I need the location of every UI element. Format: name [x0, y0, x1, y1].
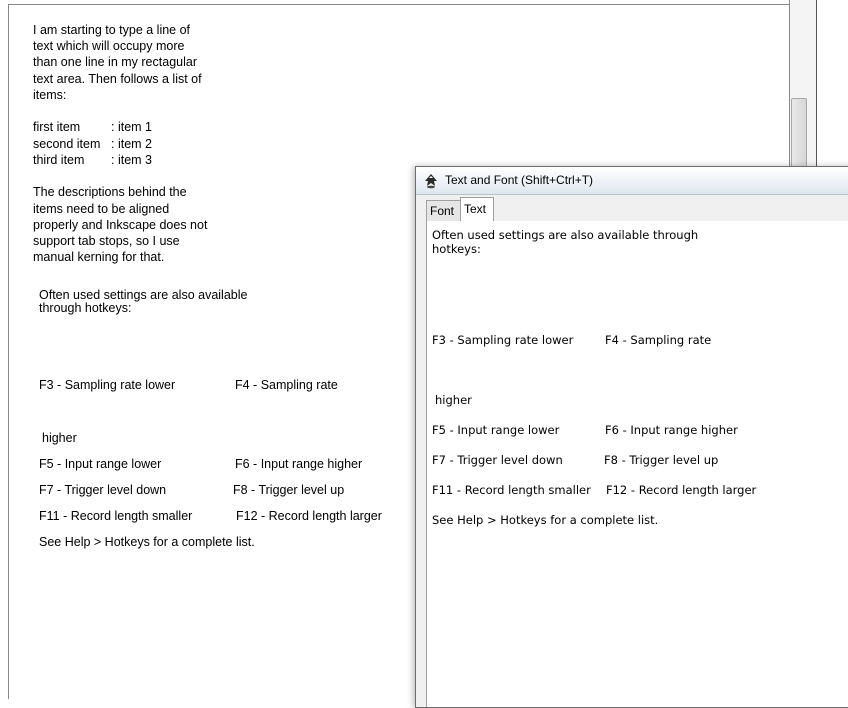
canvas-text-line: items: [33, 88, 67, 102]
canvas-text-line: manual kerning for that. [33, 250, 165, 264]
item-name: first item [33, 120, 81, 134]
dialog-hotkey-f4: F4 - Sampling rate [605, 333, 712, 347]
canvas-hotkey-f6: F6 - Input range higher [235, 457, 363, 471]
canvas-text-line: text which will occupy more [33, 39, 185, 53]
canvas-text-line: I am starting to type a line of [33, 23, 191, 37]
canvas-hotkey-f8: F8 - Trigger level up [233, 483, 345, 497]
canvas-text-line: text area. Then follows a list of [33, 72, 202, 86]
inkscape-icon [423, 173, 439, 189]
dialog-hotkey-f6: F6 - Input range higher [605, 423, 738, 437]
dialog-tabbar [426, 197, 848, 222]
canvas-hotkey-f7: F7 - Trigger level down [39, 483, 167, 497]
canvas-see-help: See Help > Hotkeys for a complete list. [39, 535, 255, 549]
dialog-hotkey-f7: F7 - Trigger level down [432, 453, 563, 467]
canvas-hotkey-f5: F5 - Input range lower [39, 457, 162, 471]
canvas-text-line: support tab stops, so I use [33, 234, 180, 248]
dialog-text-line: hotkeys: [432, 242, 481, 256]
item-value: : item 1 [111, 120, 152, 134]
canvas-text-line: The descriptions behind the [33, 185, 187, 199]
item-name: second item [33, 137, 101, 151]
tab-text[interactable]: Text [460, 197, 494, 222]
canvas-hotkeys-intro: through hotkeys: [39, 301, 132, 315]
canvas-text-line: items need to be aligned [33, 202, 170, 216]
dialog-titlebar[interactable] [416, 167, 848, 195]
canvas-hotkeys-intro: Often used settings are also available [39, 288, 248, 302]
canvas-text-line: than one line in my rectagular [33, 55, 197, 69]
dialog-title: Text and Font (Shift+Ctrl+T) [445, 173, 594, 187]
text-and-font-dialog[interactable] [415, 166, 848, 708]
canvas-hotkey-f11: F11 - Record length smaller [39, 509, 193, 523]
dialog-hotkey-f11: F11 - Record length smaller [432, 483, 591, 497]
dialog-see-help: See Help > Hotkeys for a complete list. [432, 513, 659, 527]
dialog-text-line: Often used settings are also available through [432, 228, 699, 242]
canvas-hotkey-f3: F3 - Sampling rate lower [39, 378, 176, 392]
item-name: third item [33, 153, 85, 167]
dialog-hotkey-f5: F5 - Input range lower [432, 423, 560, 437]
dialog-hotkey-higher: higher [435, 393, 472, 407]
dialog-hotkey-f8: F8 - Trigger level up [604, 453, 719, 467]
canvas-text-line: properly and Inkscape does not [33, 218, 208, 232]
page-border-left [8, 4, 9, 699]
canvas-hotkey-f4: F4 - Sampling rate [235, 378, 338, 392]
item-value: : item 3 [111, 153, 152, 167]
canvas-hotkey-higher: higher [42, 431, 77, 445]
dialog-hotkey-f3: F3 - Sampling rate lower [432, 333, 574, 347]
item-value: : item 2 [111, 137, 152, 151]
text-edit-area[interactable] [426, 221, 848, 707]
canvas-hotkey-f12: F12 - Record length larger [236, 509, 382, 523]
tab-font[interactable]: Font [426, 200, 463, 221]
page-border-top [8, 4, 790, 5]
dialog-hotkey-f12: F12 - Record length larger [606, 483, 757, 497]
